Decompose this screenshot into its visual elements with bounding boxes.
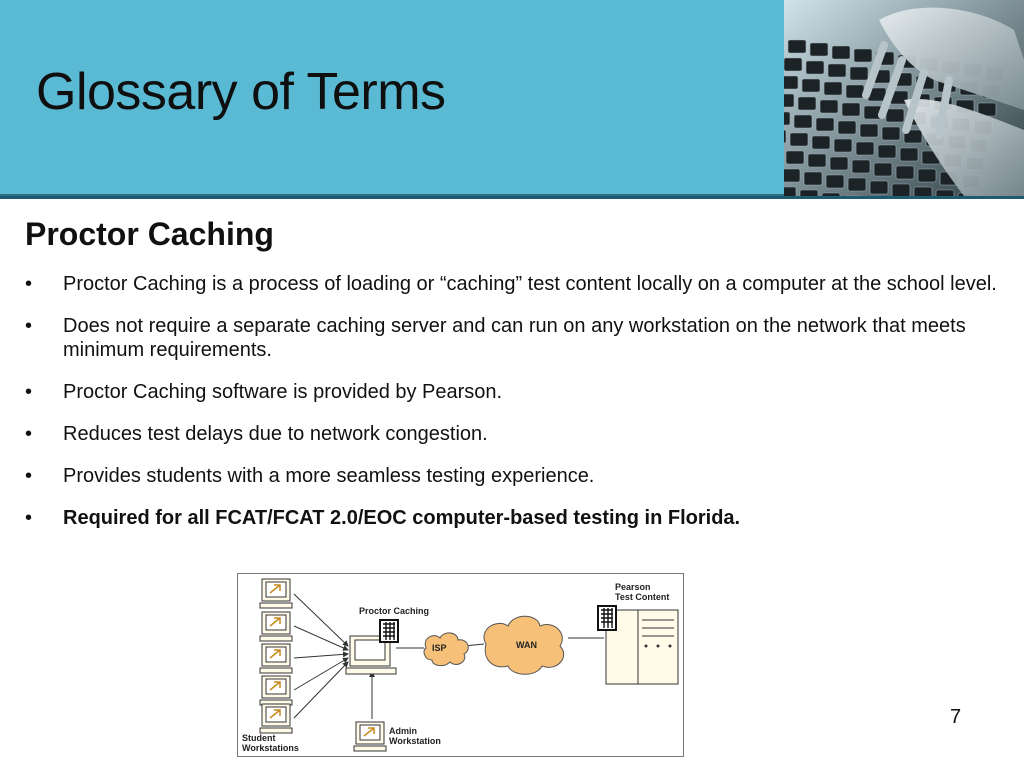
keyboard-key xyxy=(896,166,914,179)
keyboard-key xyxy=(802,79,820,92)
bullet-marker: • xyxy=(25,465,33,487)
keyboard-key xyxy=(830,157,848,170)
keyboard-key xyxy=(882,127,900,140)
bullet-marker: • xyxy=(25,507,33,529)
keyboard-key xyxy=(878,145,896,158)
keyboard-key xyxy=(846,85,864,98)
keyboard-key xyxy=(784,130,786,143)
keyboard-key xyxy=(870,181,888,194)
proctor-caching-label: Proctor Caching xyxy=(359,606,430,616)
keyboard-key xyxy=(816,118,834,131)
student-label-line1: Student xyxy=(242,733,276,743)
keyboard-key xyxy=(828,64,846,77)
keyboard-key xyxy=(838,121,856,134)
admin-label-line1: Admin xyxy=(389,726,417,736)
keyboard-key xyxy=(784,112,790,125)
student-workstation-icon xyxy=(260,579,292,608)
bullet-item xyxy=(25,272,1005,296)
pearson-label-line2: Test Content xyxy=(615,592,670,602)
keyboard-key xyxy=(860,124,878,137)
isp-label: ISP xyxy=(432,643,447,653)
keyboard-key xyxy=(810,43,828,56)
keyboard-key xyxy=(788,40,806,53)
bullet-item xyxy=(25,380,1005,404)
keyboard-key xyxy=(850,67,868,80)
bullet-marker: • xyxy=(25,423,33,445)
keyboard-key xyxy=(914,187,932,196)
bullet-item xyxy=(25,314,1005,362)
keyboard-key xyxy=(794,115,812,128)
pearson-label xyxy=(615,582,669,602)
bullet-marker: • xyxy=(25,273,33,295)
keyboard-photo-graphic xyxy=(784,0,1024,196)
keyboard-key xyxy=(856,142,874,155)
keyboard-key xyxy=(852,160,870,173)
bullet-list xyxy=(25,272,1005,548)
keyboard-key xyxy=(874,163,892,176)
student-workstation-icon xyxy=(260,676,292,705)
page-number: 7 xyxy=(950,706,962,728)
keyboard-key xyxy=(806,61,824,74)
admin-label-line2: Workstation xyxy=(389,736,441,746)
keyboard-key xyxy=(832,46,850,59)
keyboard-key xyxy=(918,169,936,182)
student-workstation-icon xyxy=(260,612,292,641)
bullet-marker: • xyxy=(25,381,33,403)
proctor-caching-network-diagram xyxy=(237,573,684,757)
bullet-text: Proctor Caching is a process of loading or “caching” test content locally on a computer at the school level. xyxy=(63,273,997,295)
bullet-text: Proctor Caching software is provided by Pearson. xyxy=(63,381,503,403)
keyboard-key xyxy=(900,148,918,161)
bullet-marker: • xyxy=(25,315,33,337)
bullet-text: Required for all FCAT/FCAT 2.0/EOC computer-based testing in Florida. xyxy=(63,507,741,529)
keyboard-key xyxy=(834,139,852,152)
student-workstations-label xyxy=(242,733,299,753)
keyboard-key xyxy=(786,151,804,164)
keyboard-key xyxy=(790,133,808,146)
student-label-line2: Workstations xyxy=(242,743,299,753)
admin-workstation-label xyxy=(389,726,441,746)
keyboard-key xyxy=(892,184,910,196)
keyboard-key xyxy=(798,97,816,110)
bullet-item xyxy=(25,422,1005,446)
proctor-caching-computer-icon xyxy=(346,620,398,674)
header-divider xyxy=(0,196,1024,199)
bullet-text: Reduces test delays due to network congestion. xyxy=(63,423,488,445)
wan-label: WAN xyxy=(516,640,537,650)
title-banner xyxy=(0,0,784,196)
keyboard-key xyxy=(784,94,794,107)
keyboard-key xyxy=(886,109,904,122)
admin-workstation-icon xyxy=(354,722,386,751)
keyboard-typing-photo xyxy=(784,0,1024,196)
keyboard-key xyxy=(824,82,842,95)
bullet-text: Provides students with a more seamless testing experience. xyxy=(63,465,595,487)
keyboard-key xyxy=(804,172,822,185)
keyboard-key xyxy=(784,187,796,196)
student-workstation-icon xyxy=(260,704,292,733)
bullet-text: Does not require a separate caching server and can run on any workstation on the network that meets minimum requirements. xyxy=(63,315,966,361)
keyboard-key xyxy=(784,169,800,182)
keyboard-key xyxy=(784,76,798,89)
keyboard-key xyxy=(842,103,860,116)
pearson-server-icon xyxy=(598,606,678,684)
section-heading: Proctor Caching xyxy=(25,216,274,252)
keyboard-key xyxy=(854,49,872,62)
student-workstation-icon xyxy=(260,644,292,673)
pearson-label-line1: Pearson xyxy=(615,582,651,592)
slide-title: Glossary of Terms xyxy=(36,63,446,121)
bullet-item-required xyxy=(25,506,1005,530)
keyboard-key xyxy=(812,136,830,149)
bullet-item xyxy=(25,464,1005,488)
keyboard-key xyxy=(820,100,838,113)
keyboard-key xyxy=(808,154,826,167)
keyboard-key xyxy=(784,58,802,71)
keyboard-key xyxy=(848,178,866,191)
keyboard-key xyxy=(826,175,844,188)
